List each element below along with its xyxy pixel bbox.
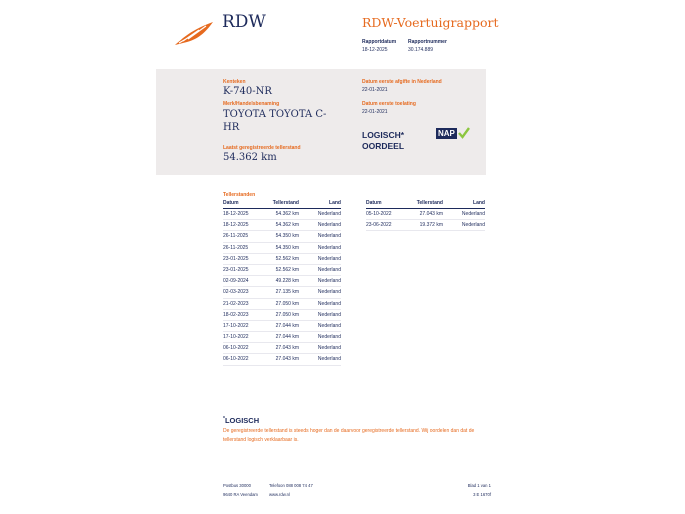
row-km: 54.350 km <box>275 244 299 251</box>
table-row <box>223 343 341 354</box>
table-row <box>223 332 341 343</box>
table-header <box>366 200 485 209</box>
row-land: Nederland <box>317 266 341 273</box>
report-date-label: Rapportdatum <box>362 39 397 45</box>
header-land: Land <box>329 200 341 206</box>
table-row <box>223 299 341 310</box>
row-km: 27.050 km <box>275 300 299 307</box>
table-row <box>366 209 485 220</box>
footer-po-box: Postbus 30000 <box>223 483 251 488</box>
verdict-line2: OORDEEL <box>362 141 405 151</box>
row-km: 54.362 km <box>275 211 299 217</box>
note-title: LOGISCH <box>224 416 260 425</box>
row-land: Nederland <box>461 222 485 229</box>
row-km: 52.562 km <box>275 255 299 262</box>
first-admission-label: Datum eerste afgifte in Nederland <box>362 79 442 85</box>
row-date: 23-01-2025 <box>223 255 249 262</box>
row-date: 18-02-2023 <box>223 311 249 318</box>
report-number-label: Rapportnummer <box>408 39 447 45</box>
row-km: 52.562 km <box>275 266 299 273</box>
row-land: Nederland <box>317 322 341 329</box>
plate-value: K-740-NR <box>223 86 272 97</box>
row-km: 27.043 km <box>419 211 443 217</box>
row-km: 27.044 km <box>275 334 299 341</box>
table-row <box>223 209 341 220</box>
note-star: * <box>223 416 225 422</box>
verdict <box>362 130 404 152</box>
row-land: Nederland <box>317 211 341 217</box>
table-row <box>223 220 341 231</box>
table-row <box>223 231 341 242</box>
footer-city: 9640 RA Veendam <box>223 492 258 497</box>
last-odometer-value: 54.362 km <box>223 152 277 163</box>
row-land: Nederland <box>317 311 341 318</box>
row-date: 18-12-2025 <box>223 211 249 217</box>
logical-note <box>223 416 493 444</box>
nap-logo-text: NAP <box>438 129 455 138</box>
row-land: Nederland <box>317 289 341 296</box>
row-land: Nederland <box>317 334 341 341</box>
odometer-section-title: Tellerstanden <box>223 192 256 198</box>
header-km: Tellerstand <box>272 200 299 206</box>
row-date: 23-06-2022 <box>366 222 392 229</box>
row-km: 19.372 km <box>419 222 443 229</box>
verdict-line1: LOGISCH* <box>362 130 405 140</box>
row-km: 27.135 km <box>275 289 299 296</box>
row-date: 26-11-2025 <box>223 244 249 251</box>
table-row <box>223 310 341 321</box>
row-date: 06-10-2022 <box>223 356 249 363</box>
row-km: 27.043 km <box>275 356 299 363</box>
row-km: 27.050 km <box>275 311 299 318</box>
footer-phone: Telefoon 088 008 74 47 <box>269 483 313 488</box>
table-row <box>223 276 341 287</box>
footer-web-link[interactable]: www.rdw.nl <box>269 492 290 497</box>
row-date: 17-10-2022 <box>223 334 249 341</box>
row-land: Nederland <box>317 255 341 262</box>
report-title: RDW-Voertuigrapport <box>362 15 499 30</box>
nap-logo <box>436 128 470 141</box>
row-date: 18-12-2025 <box>223 222 249 229</box>
odometer-table-right <box>366 200 485 231</box>
table-row <box>223 254 341 265</box>
last-odometer-label: Laatst geregistreerde tellerstand <box>223 145 301 151</box>
row-km: 27.043 km <box>275 345 299 352</box>
table-header <box>223 200 341 209</box>
note-text: De geregistreerde tellerstand is steeds hoger dan de daarvoor geregistreerde tellerstand. Wij oordelen dan dat de tellerstand logisch verklaarbaar is. <box>223 428 475 443</box>
row-date: 26-11-2025 <box>223 233 249 240</box>
table-row <box>223 354 341 365</box>
row-date: 05-10-2022 <box>366 211 392 217</box>
make-value-line1: TOYOTA TOYOTA C- <box>223 109 327 120</box>
footer-code: 3 E 1670f <box>473 492 491 497</box>
row-km: 49.228 km <box>275 278 299 285</box>
report-number: 30.174.889 <box>408 47 434 53</box>
row-km: 54.362 km <box>275 222 299 229</box>
odometer-table-left <box>223 200 341 366</box>
row-land: Nederland <box>317 244 341 251</box>
row-date: 21-02-2023 <box>223 300 249 307</box>
footer-page: Blad 1 van 1 <box>467 483 491 488</box>
row-land: Nederland <box>317 345 341 352</box>
table-row <box>223 243 341 254</box>
table-row <box>223 265 341 276</box>
row-land: Nederland <box>317 278 341 285</box>
row-date: 02-09-2024 <box>223 278 249 285</box>
header-date: Datum <box>223 200 239 206</box>
rdw-feather-logo-icon <box>173 20 215 46</box>
header-land: Land <box>473 200 485 206</box>
plate-label: Kenteken <box>223 79 246 85</box>
make-label: Merk/Handelsbenaming <box>223 101 280 107</box>
checkmark-icon <box>458 127 470 139</box>
row-land: Nederland <box>317 233 341 240</box>
row-land: Nederland <box>317 222 341 229</box>
row-land: Nederland <box>461 211 485 217</box>
table-row <box>366 220 485 231</box>
row-date: 06-10-2022 <box>223 345 249 352</box>
row-date: 17-10-2022 <box>223 322 249 329</box>
header-date: Datum <box>366 200 382 206</box>
table-row <box>223 321 341 332</box>
row-land: Nederland <box>317 356 341 363</box>
row-land: Nederland <box>317 300 341 307</box>
row-km: 27.044 km <box>275 322 299 329</box>
first-admission-value: 22-01-2021 <box>362 87 388 93</box>
make-value-line2: HR <box>223 122 240 133</box>
brand-name: RDW <box>222 12 266 32</box>
first-registration-value: 22-01-2021 <box>362 109 388 115</box>
row-date: 23-01-2025 <box>223 266 249 273</box>
first-registration-label: Datum eerste toelating <box>362 101 416 107</box>
table-row <box>223 287 341 298</box>
header-km: Tellerstand <box>416 200 443 206</box>
row-km: 54.350 km <box>275 233 299 240</box>
report-date: 18-12-2025 <box>362 47 388 53</box>
row-date: 02-03-2023 <box>223 289 249 296</box>
